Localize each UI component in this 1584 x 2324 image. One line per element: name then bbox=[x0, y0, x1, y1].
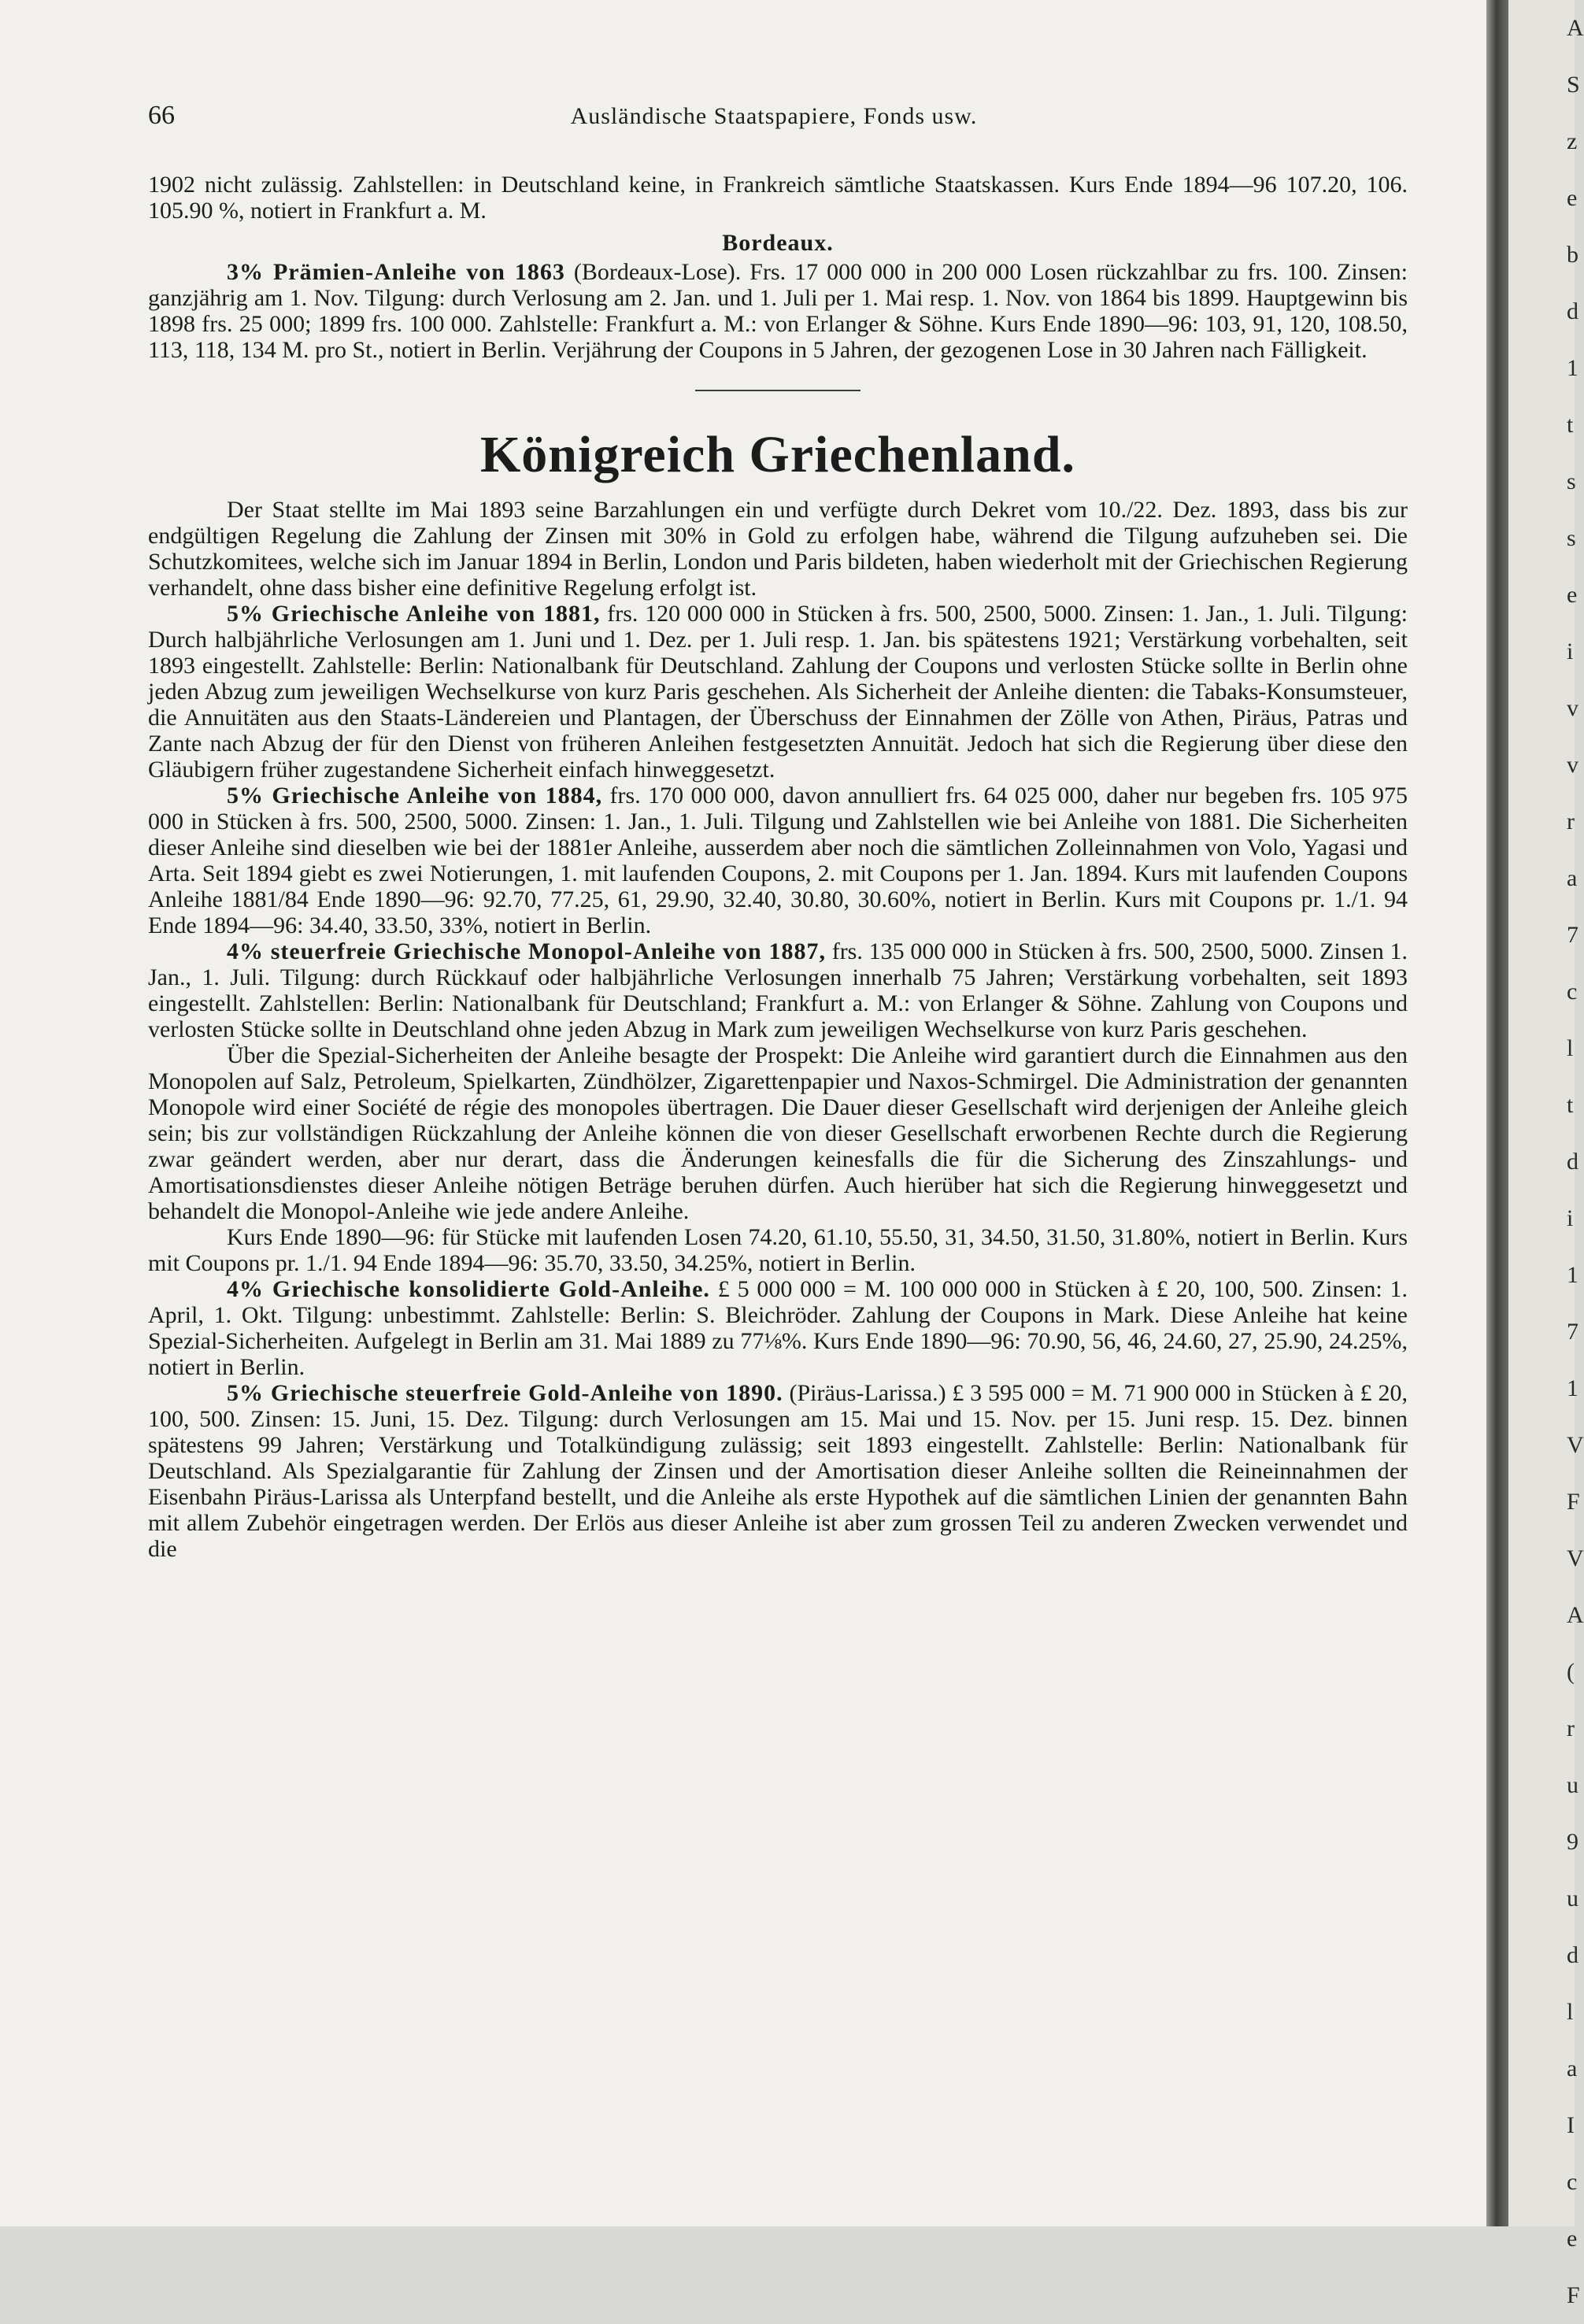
loan-1884-lead: 5% Griechische Anleihe von 1884, bbox=[227, 783, 603, 809]
bordeaux-paragraph bbox=[148, 259, 1408, 363]
edge-glyph: I bbox=[1567, 2112, 1575, 2138]
edge-glyph: d bbox=[1567, 1942, 1578, 1968]
section-divider bbox=[695, 390, 860, 391]
adjacent-page-letters bbox=[1567, 0, 1584, 2308]
edge-glyph: e bbox=[1567, 2226, 1578, 2252]
edge-glyph: a bbox=[1567, 865, 1578, 891]
edge-glyph: t bbox=[1567, 1092, 1574, 1118]
loan-1881-lead: 5% Griechische Anleihe von 1881, bbox=[227, 601, 601, 627]
edge-glyph: s bbox=[1567, 525, 1576, 551]
gold-loan-1890-text: (Piräus-Larissa.) £ 3 595 000 = M. 71 900 000 in Stücken à £ 20, 100, 500. Zinsen: 15. Juni, 15. Dez. Tilgung: durch Verlosungen am 15. Mai und 15. Nov. per 15. Juni resp. 15. Dez. binnen spätestens 99 Jahren; Verstärkung und Totalkündigung zulässig; seit 1893 eingestellt. Zahlstelle: Berlin: Nationalbank für Deutschland. Als Spezialgarantie für Zahlung der Zinsen und der Amortisation dieser Anleihe sollten die Reineinnahmen der Eisenbahn Piräus-Larissa als Unterpfand bestellt, und die Anleihe als erste Hypothek auf die sämtlichen Linien der genannten Bahn mit allem Zubehör eingetragen werden. Der Erlös aus dieser Anleihe ist aber zum grossen Teil zu anderen Zwecken verwendet und die bbox=[148, 1380, 1408, 1562]
edge-glyph: 1 bbox=[1567, 1375, 1578, 1401]
edge-glyph: 9 bbox=[1567, 1829, 1578, 1855]
monopol-kurs-paragraph: Kurs Ende 1890—96: für Stücke mit laufenden Losen 74.20, 61.10, 55.50, 31, 34.50, 31.50, 31.80%, notiert in Berlin. Kurs mit Coupons pr. 1./1. 94 Ende 1894—96: 35.70, 33.50, 34.25%, notiert in Berlin. bbox=[148, 1224, 1408, 1276]
edge-glyph: ( bbox=[1567, 1659, 1575, 1685]
edge-glyph: s bbox=[1567, 468, 1576, 494]
loan-1881-paragraph bbox=[148, 601, 1408, 783]
edge-glyph: t bbox=[1567, 412, 1574, 438]
bordeaux-heading: Bordeaux. bbox=[722, 230, 834, 256]
edge-glyph: l bbox=[1567, 1999, 1574, 2025]
edge-glyph: v bbox=[1567, 695, 1578, 721]
gold-loan-1890-lead: 5% Griechische steuerfreie Gold-Anleihe von 1890. bbox=[227, 1380, 783, 1406]
edge-glyph: e bbox=[1567, 185, 1578, 211]
greece-intro: Der Staat stellte im Mai 1893 seine Barzahlungen ein und verfügte durch Dekret vom 10./22. Dez. 1893, dass bis zur endgültigen Regelung die Zahlung der Zinsen mit 30% in Gold zu erfolgen habe, während die Tilgung aufzuheben sei. Die Schutzkomitees, welche sich im Januar 1894 in Berlin, London und Paris bildeten, haben wiederholt mit der Griechischen Regierung verhandelt, ohne dass bisher eine definitive Regelung erfolgt ist. bbox=[148, 497, 1408, 601]
edge-glyph: V bbox=[1567, 1432, 1584, 1458]
edge-glyph: d bbox=[1567, 298, 1578, 324]
loan-1887-text: frs. 135 000 000 in Stücken à frs. 500, 2500, 5000. Zinsen 1. Jan., 1. Juli. Tilgung: durch Rückkauf oder halbjährliche Verlosungen innerhalb 75 Jahren; Verstärkung vorbehalten, seit 1893 eingestellt. Zahlstellen: Berlin: Nationalbank für Deutschland; Frankfurt a. M.: von Erlanger & Söhne. Zahlung von Coupons und verlosten Stücke sollte in Deutschland ohne jeden Abzug in Mark zum jeweiligen Wechselkurse von kurz Paris geschehen. bbox=[148, 938, 1408, 1042]
edge-glyph: c bbox=[1567, 979, 1578, 1005]
edge-glyph: l bbox=[1567, 1035, 1574, 1061]
page-number: 66 bbox=[148, 101, 175, 130]
page-content bbox=[148, 102, 1408, 1562]
loan-1887-paragraph bbox=[148, 938, 1408, 1042]
gold-loan-1890-paragraph bbox=[148, 1380, 1408, 1562]
edge-glyph: b bbox=[1567, 242, 1578, 268]
loan-1884-text: frs. 170 000 000, davon annulliert frs. 64 025 000, daher nur begeben frs. 105 975 000 in Stücken à frs. 500, 2500, 5000. Zinsen: 1. Jan., 1. Juli. Tilgung und Zahlstellen wie bei Anleihe von 1881. Die Sicherheiten dieser Anleihe sind dieselben wie bei der 1881er Anleihe, ausserdem aber noch die sämtlichen Zolleinnahmen von Volo, Yagasi und Arta. Seit 1894 giebt es zwei Notierungen, 1. mit laufenden Coupons, 2. mit Coupons per 1. Jan. 1894. Kurs mit laufenden Coupons Anleihe 1881/84 Ende 1890—96: 92.70, 77.25, 61, 29.90, 32.40, 30.80, 30.60%, notiert in Berlin. Kurs mit Coupons pr. 1./1. 94 Ende 1894—96: 34.40, 33.50, 33%, notiert in Berlin. bbox=[148, 783, 1408, 938]
gold-loan-consolidated-paragraph bbox=[148, 1276, 1408, 1380]
edge-glyph: F bbox=[1567, 2282, 1580, 2308]
edge-glyph: u bbox=[1567, 1885, 1578, 1911]
edge-glyph: A bbox=[1567, 1602, 1584, 1628]
loan-1887-lead: 4% steuerfreie Griechische Monopol-Anleihe von 1887, bbox=[227, 938, 826, 964]
bordeaux-loan-lead: 3% Prämien-Anleihe von 1863 bbox=[227, 259, 565, 285]
edge-glyph: 7 bbox=[1567, 922, 1578, 948]
edge-glyph: r bbox=[1567, 809, 1575, 834]
edge-glyph: e bbox=[1567, 582, 1578, 608]
edge-glyph: c bbox=[1567, 2169, 1578, 2195]
edge-glyph: v bbox=[1567, 752, 1578, 778]
edge-glyph: 7 bbox=[1567, 1319, 1578, 1345]
adjacent-page-edge bbox=[1508, 0, 1584, 2226]
intro-paragraph: 1902 nicht zulässig. Zahlstellen: in Deutschland keine, in Frankreich sämtliche Staatskassen. Kurs Ende 1894—96 107.20, 106. 105.90 %, notiert in Frankfurt a. M. bbox=[148, 172, 1408, 224]
edge-glyph: S bbox=[1567, 72, 1580, 98]
edge-glyph: 1 bbox=[1567, 355, 1578, 381]
monopol-security-paragraph: Über die Spezial-Sicherheiten der Anleihe besagte der Prospekt: Die Anleihe wird garantiert durch die Einnahmen aus den Monopolen auf Salz, Petroleum, Spielkarten, Zündhölzer, Zigarettenpapier und Naxos-Schmirgel. Die Administration der genannten Monopole wird einer Société de régie des monopoles übertragen. Die Dauer dieser Gesellschaft wird derjenigen der Anleihe gleich sein; bis zur vollständigen Rückzahlung der Anleihe können die von dieser Gesellschaft erworbenen Rechte durch die Regierung zwar geändert werden, aber nur derart, dass die Änderungen keinesfalls die für die Sicherung des Zinszahlungs- und Amortisationsdienstes dieser Anleihe nötigen Beträge beruhen dürfen. Auch hierüber hat sich die Regierung hinweggesetzt und behandelt die Monopol-Anleihe wie jede andere Anleihe. bbox=[148, 1042, 1408, 1224]
edge-glyph: d bbox=[1567, 1149, 1578, 1175]
edge-glyph: V bbox=[1567, 1545, 1584, 1571]
loan-1884-paragraph bbox=[148, 783, 1408, 938]
gold-loan-consolidated-text: £ 5 000 000 = M. 100 000 000 in Stücken à £ 20, 100, 500. Zinsen: 1. April, 1. Okt. Tilgung: unbestimmt. Zahlstelle: Berlin: S. Bleichröder. Zahlung der Coupons in Mark. Diese Anleihe hat keine Spezial-Sicherheiten. Aufgelegt in Berlin am 31. Mai 1889 zu 77⅛%. Kurs Ende 1890—96: 70.90, 56, 46, 24.60, 27, 25.90, 24.25%, notiert in Berlin. bbox=[148, 1276, 1408, 1380]
edge-glyph: r bbox=[1567, 1715, 1575, 1741]
edge-glyph: 1 bbox=[1567, 1262, 1578, 1288]
edge-glyph: i bbox=[1567, 1205, 1574, 1231]
running-title: Ausländische Staatspapiere, Fonds usw. bbox=[570, 103, 978, 129]
book-gutter bbox=[1486, 0, 1508, 2226]
gold-loan-consolidated-lead: 4% Griechische konsolidierte Gold-Anleihe. bbox=[227, 1276, 710, 1302]
edge-glyph: i bbox=[1567, 638, 1574, 664]
edge-glyph: z bbox=[1567, 128, 1578, 154]
edge-glyph: F bbox=[1567, 1489, 1580, 1515]
edge-glyph: u bbox=[1567, 1772, 1578, 1798]
bordeaux-loan-text: (Bordeaux-Lose). Frs. 17 000 000 in 200 000 Losen rückzahlbar zu frs. 100. Zinsen: ganzjährig am 1. Nov. Tilgung: durch Verlosung am 2. Jan. und 1. Juli per 1. Mai resp. 1. Nov. von 1864 bis 1899. Hauptgewinn bis 1898 frs. 25 000; 1899 frs. 100 000. Zahlstelle: Frankfurt a. M.: von Erlanger & Söhne. Kurs Ende 1890—96: 103, 91, 120, 108.50, 113, 118, 134 M. pro St., notiert in Berlin. Verjährung der Coupons in 5 Jahren, der gezogenen Lose in 30 Jahren nach Fälligkeit. bbox=[148, 259, 1408, 363]
edge-glyph: A bbox=[1567, 15, 1584, 41]
edge-glyph: a bbox=[1567, 2056, 1578, 2082]
loan-1881-text: frs. 120 000 000 in Stücken à frs. 500, 2500, 5000. Zinsen: 1. Jan., 1. Juli. Tilgung: Durch halbjährliche Verlosungen am 1. Juni und 1. Dez. per 1. Juli resp. 1. Jan. bis spätestens 1921; Verstärkung vorbehalten, seit 1893 eingestellt. Zahlstelle: Berlin: Nationalbank für Deutschland. Zahlung der Coupons und verlosten Stücke sollte in Berlin ohne jeden Abzug zum jeweiligen Wechselkurse von kurz Paris geschehen. Als Sicherheit der Anleihe dienten: die Tabaks-Konsumsteuer, die Annuitäten aus den Staats-Ländereien und Plantagen, der Überschuss der Einnahmen der Zölle von Athen, Piräus, Patras und Zante nach Abzug der für den Dienst von früheren Anleihen festgesetzten Annuität. Jedoch hat sich die Regierung über diese den Gläubigern früher zugestandene Sicherheit einfach hinweggesetzt. bbox=[148, 601, 1408, 783]
section-title: Königreich Griechenland. bbox=[479, 426, 1076, 483]
running-header bbox=[148, 102, 1408, 129]
